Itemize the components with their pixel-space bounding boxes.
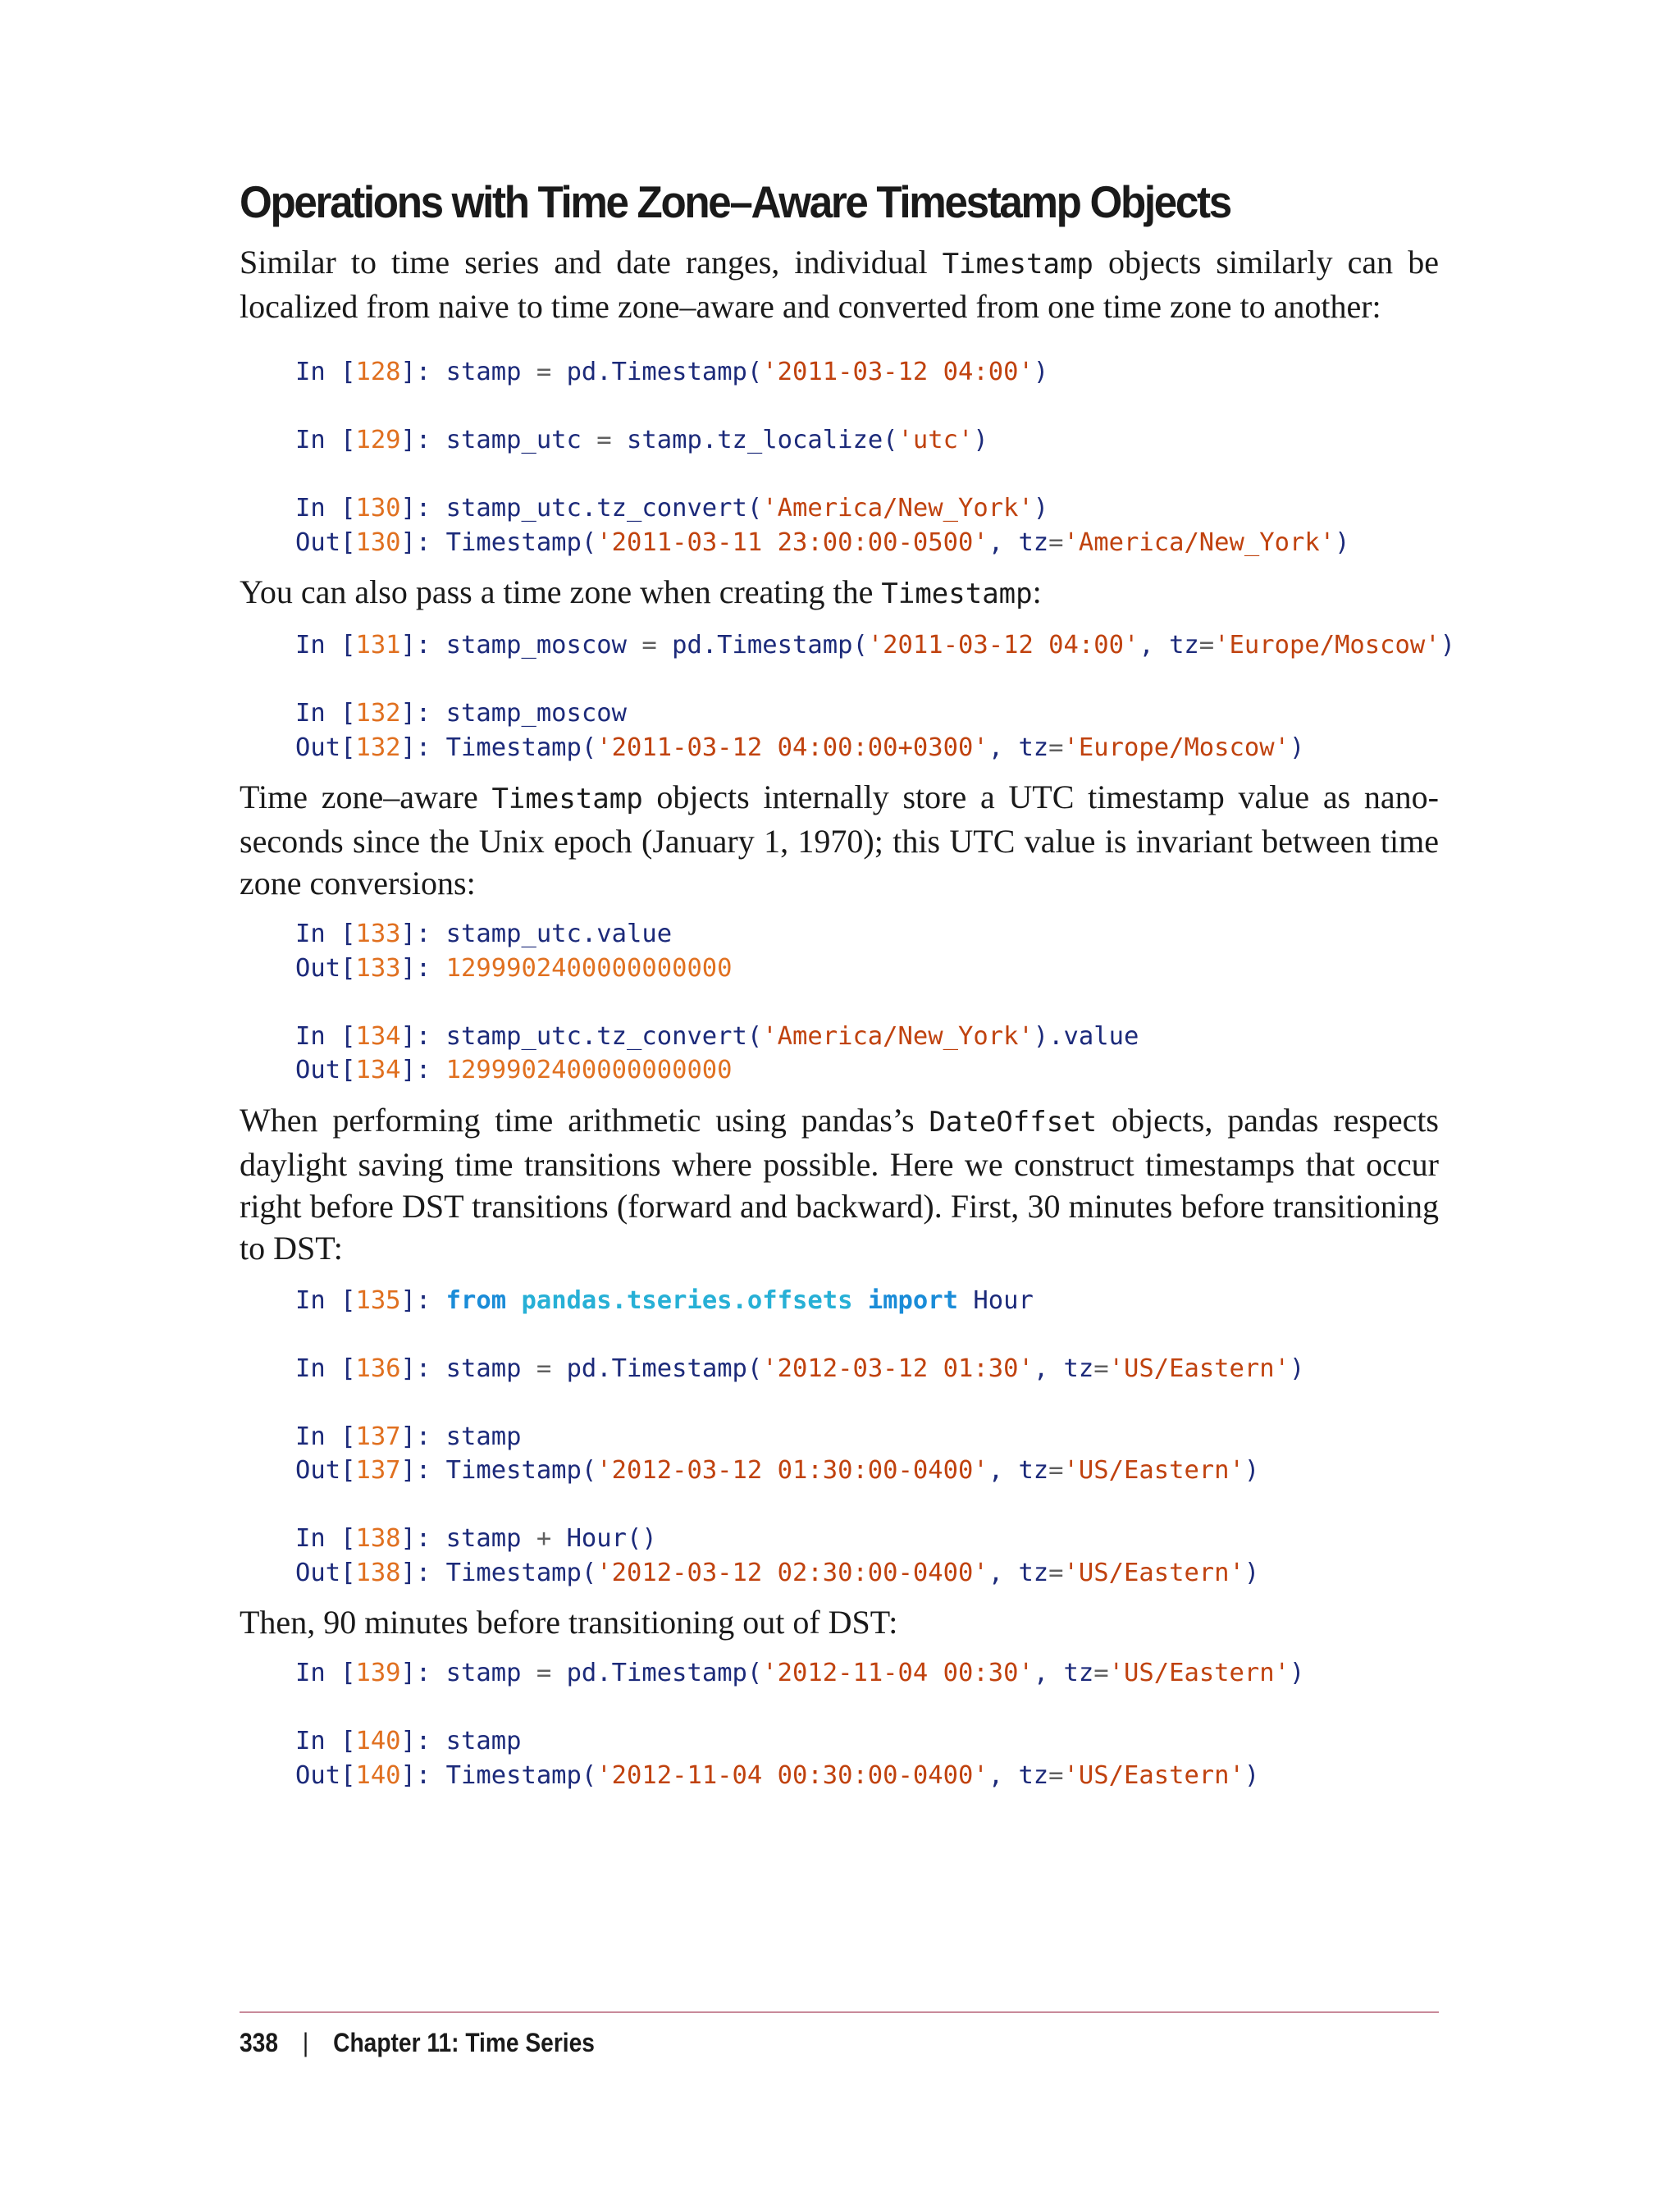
code-token: 'US/Eastern' [1063, 1456, 1244, 1485]
code-line [295, 731, 1439, 765]
code-token: from [445, 1285, 522, 1315]
prompt-close: ]: [400, 733, 446, 762]
inline-code: Timestamp [491, 783, 643, 815]
code-token: '2011-03-12 04:00' [762, 358, 1034, 386]
prompt-close: ]: [400, 1760, 446, 1790]
code-token: , tz [988, 733, 1049, 762]
prompt-label: In [ [295, 1524, 356, 1553]
prompt-close: ]: [400, 527, 446, 557]
code-token: Timestamp( [445, 527, 597, 557]
code-line [295, 1556, 1439, 1591]
code-token: stamp [445, 1524, 536, 1553]
code-token: Timestamp( [445, 1760, 597, 1790]
prompt-close: ]: [400, 1285, 446, 1315]
code-token: ) [1033, 358, 1049, 386]
inline-code: Timestamp [881, 578, 1033, 610]
code-token: pd.Timestamp( [566, 1354, 763, 1383]
code-token: , tz [988, 1558, 1049, 1587]
page-number: 338 [240, 2028, 278, 2057]
prompt-label: In [ [295, 1422, 356, 1451]
code-token: , tz [1139, 631, 1199, 660]
paragraph-text: Then, 90 minutes before transitioning out of DST: [240, 1604, 898, 1641]
code-token: stamp [445, 1659, 536, 1687]
code-token: 'US/Eastern' [1108, 1354, 1290, 1383]
code-token: = [1048, 1558, 1064, 1587]
code-token: = [641, 631, 673, 660]
code-token: 'US/Eastern' [1063, 1558, 1244, 1587]
chapter-title: Chapter 11: Time Series [333, 2028, 595, 2057]
paragraph-text: Similar to time series and date ranges, individual [240, 244, 943, 281]
code-token: 1299902400000000000 [445, 953, 733, 983]
paragraph-text: objects internally store a UTC timestamp value as nanoseconds since the Unix epoch (January 1, 1970); this UTC value is invariant between time zone conversions: [240, 778, 1439, 902]
code-line [295, 1522, 1439, 1556]
prompt-number: 139 [355, 1659, 401, 1687]
code-token: '2011-03-11 23:00:00-0500' [596, 527, 988, 557]
code-token: stamp_utc.tz_convert( [445, 1021, 763, 1051]
code-block-5 [240, 1656, 1439, 1792]
prompt-close: ]: [400, 953, 446, 983]
prompt-number: 140 [355, 1760, 401, 1790]
code-token: stamp_moscow [445, 699, 627, 728]
code-line [295, 491, 1439, 526]
paragraph-text: objects similarly can be localized from naive to time zone–aware and converted from one time zone to another: [240, 244, 1439, 325]
code-line [295, 628, 1455, 663]
code-token: , tz [988, 527, 1049, 557]
code-token: = [536, 1659, 567, 1687]
prompt-label: Out[ [295, 1760, 356, 1790]
prompt-number: 137 [355, 1422, 401, 1451]
code-token: = [596, 426, 628, 454]
code-token: pd.Timestamp( [566, 358, 763, 386]
code-line [295, 1656, 1439, 1691]
prompt-number: 138 [355, 1524, 401, 1553]
code-line [295, 423, 1439, 458]
code-line [295, 1454, 1439, 1488]
inline-code: DateOffset [929, 1105, 1098, 1139]
code-token: ) [973, 426, 988, 454]
prompt-close: ]: [400, 1456, 446, 1485]
prompt-label: In [ [295, 1727, 356, 1755]
code-token: stamp [445, 1727, 522, 1755]
code-token: = [1048, 1456, 1064, 1485]
code-token: stamp [445, 1422, 522, 1451]
code-token: 'America/New_York' [762, 494, 1034, 523]
prompt-number: 137 [355, 1456, 401, 1485]
prompt-label: In [ [295, 1021, 356, 1051]
prompt-label: Out[ [295, 1456, 356, 1485]
code-block-3 [240, 917, 1439, 1088]
code-token: '2011-03-12 04:00:00+0300' [596, 733, 988, 762]
prompt-number: 132 [355, 733, 401, 762]
code-block-1 [240, 355, 1439, 559]
prompt-label: In [ [295, 920, 356, 948]
code-line [295, 952, 1439, 986]
code-token: pd.Timestamp( [672, 631, 868, 660]
code-token: = [1093, 1659, 1109, 1687]
code-blank-line [295, 1386, 1439, 1420]
code-line [295, 1053, 1439, 1088]
footer-separator: | [302, 2028, 309, 2057]
code-token: Timestamp( [445, 1558, 597, 1587]
prompt-number: 132 [355, 699, 401, 728]
code-token: stamp [445, 1354, 536, 1383]
code-token: stamp [445, 358, 536, 386]
prompt-number: 136 [355, 1354, 401, 1383]
prompt-number: 129 [355, 426, 401, 454]
paragraph-text: You can also pass a time zone when creating the [240, 573, 882, 610]
code-token: Timestamp( [445, 1456, 597, 1485]
page-body [240, 172, 1455, 1804]
code-token: = [536, 358, 567, 386]
code-token: Hour [973, 1285, 1034, 1315]
code-token: stamp_utc [445, 426, 597, 454]
footer-text [240, 2028, 1295, 2058]
paragraph-2 [240, 571, 1439, 615]
prompt-close: ]: [400, 920, 446, 948]
prompt-label: In [ [295, 631, 356, 660]
code-blank-line [295, 985, 1439, 1020]
code-token: pd.Timestamp( [566, 1659, 763, 1687]
prompt-close: ]: [400, 631, 446, 660]
code-line [295, 1020, 1439, 1054]
code-token: + [536, 1524, 567, 1553]
paragraph-text: objects, pandas respects daylight saving time transitions where possible. Here we construct timestamps that occur right before DST transitions (forward and backward). First, 30 minutes before transitioning to DST: [240, 1101, 1440, 1267]
code-blank-line [295, 1317, 1439, 1352]
code-token: ) [1290, 1659, 1305, 1687]
code-token: = [1093, 1354, 1109, 1383]
code-token: , tz [988, 1456, 1049, 1485]
code-token: 'utc' [897, 426, 974, 454]
prompt-label: In [ [295, 1285, 356, 1315]
code-token: '2012-03-12 02:30:00-0400' [596, 1558, 988, 1587]
prompt-close: ]: [400, 1659, 446, 1687]
code-token: = [1048, 1760, 1064, 1790]
code-token: Timestamp( [445, 733, 597, 762]
prompt-label: In [ [295, 426, 356, 454]
code-blank-line [295, 1691, 1439, 1725]
prompt-label: In [ [295, 1354, 356, 1383]
code-token: stamp.tz_localize( [627, 426, 898, 454]
paragraph-text: When performing time arithmetic using pandas’s [240, 1101, 929, 1139]
prompt-label: Out[ [295, 1056, 356, 1084]
code-blank-line [295, 458, 1439, 492]
code-token: , tz [1033, 1354, 1094, 1383]
prompt-number: 131 [355, 631, 401, 660]
code-token: ) [1244, 1456, 1260, 1485]
code-line [295, 1284, 1439, 1318]
prompt-close: ]: [400, 1021, 446, 1051]
code-token: , tz [988, 1760, 1049, 1790]
code-token: ) [1290, 1354, 1305, 1383]
code-token: stamp_moscow [445, 631, 642, 660]
code-token: 'America/New_York' [1063, 527, 1335, 557]
paragraph-1 [240, 241, 1439, 327]
prompt-label: Out[ [295, 953, 356, 983]
prompt-number: 133 [355, 920, 401, 948]
code-token: import [867, 1285, 974, 1315]
page-footer [240, 2011, 1439, 2058]
code-token: '2012-11-04 00:30' [762, 1659, 1034, 1687]
prompt-close: ]: [400, 426, 446, 454]
prompt-close: ]: [400, 1524, 446, 1553]
code-block-2 [240, 628, 1455, 765]
prompt-number: 138 [355, 1558, 401, 1587]
inline-code: Timestamp [942, 248, 1093, 281]
prompt-close: ]: [400, 1558, 446, 1587]
code-blank-line [295, 390, 1439, 424]
code-line [295, 526, 1439, 560]
code-token: ) [1244, 1760, 1260, 1790]
prompt-number: 130 [355, 494, 401, 523]
code-token: 'America/New_York' [762, 1021, 1034, 1051]
code-token: Hour() [566, 1524, 657, 1553]
section-title: Operations with Time Zone–Aware Timestamp Objects [240, 176, 1230, 227]
code-token: '2011-03-12 04:00' [867, 631, 1139, 660]
code-token: ).value [1033, 1021, 1139, 1051]
prompt-close: ]: [400, 494, 446, 523]
code-token: pandas.tseries.offsets [521, 1285, 868, 1315]
paragraph-text: Time zone–aware [240, 778, 492, 815]
prompt-label: Out[ [295, 733, 356, 762]
code-line [295, 355, 1439, 390]
code-token: '2012-03-12 01:30:00-0400' [596, 1456, 988, 1485]
code-token: stamp_utc.value [445, 920, 673, 948]
code-line [295, 1420, 1439, 1454]
prompt-close: ]: [400, 1354, 446, 1383]
code-token: ) [1033, 494, 1049, 523]
prompt-label: In [ [295, 358, 356, 386]
prompt-number: 133 [355, 953, 401, 983]
code-token: 'US/Eastern' [1108, 1659, 1290, 1687]
code-token: = [536, 1354, 567, 1383]
code-blank-line [295, 663, 1439, 697]
code-token: ) [1440, 631, 1455, 660]
prompt-number: 134 [355, 1021, 401, 1051]
prompt-label: In [ [295, 494, 356, 523]
prompt-number: 140 [355, 1727, 401, 1755]
code-line [295, 1352, 1439, 1386]
prompt-close: ]: [400, 358, 446, 386]
prompt-close: ]: [400, 1727, 446, 1755]
prompt-close: ]: [400, 699, 446, 728]
footer-rule [240, 2011, 1439, 2013]
code-token: ) [1244, 1558, 1260, 1587]
prompt-number: 135 [355, 1285, 401, 1315]
code-line [295, 1724, 1439, 1759]
paragraph-3 [240, 776, 1439, 904]
prompt-close: ]: [400, 1422, 446, 1451]
code-token: , tz [1033, 1659, 1094, 1687]
code-line [295, 917, 1439, 952]
prompt-label: In [ [295, 1659, 356, 1687]
prompt-label: Out[ [295, 1558, 356, 1587]
code-token: stamp_utc.tz_convert( [445, 494, 763, 523]
prompt-number: 128 [355, 358, 401, 386]
code-token: = [1048, 527, 1064, 557]
prompt-label: In [ [295, 699, 356, 728]
code-token: 1299902400000000000 [445, 1056, 733, 1084]
paragraph-4 [240, 1099, 1439, 1269]
code-block-4 [240, 1284, 1439, 1591]
paragraph-5 [240, 1601, 1439, 1643]
code-line [295, 1759, 1439, 1793]
prompt-number: 130 [355, 527, 401, 557]
code-token: 'Europe/Moscow' [1063, 733, 1290, 762]
code-token: 'US/Eastern' [1063, 1760, 1244, 1790]
code-line [295, 696, 1439, 731]
code-token: = [1198, 631, 1215, 660]
paragraph-text: : [1032, 573, 1042, 610]
code-token: '2012-03-12 01:30' [762, 1354, 1034, 1383]
code-token: '2012-11-04 00:30:00-0400' [596, 1760, 988, 1790]
code-blank-line [295, 1488, 1439, 1522]
code-token: 'Europe/Moscow' [1214, 631, 1440, 660]
code-token: ) [1290, 733, 1305, 762]
prompt-label: Out[ [295, 527, 356, 557]
code-token: = [1048, 733, 1064, 762]
prompt-number: 134 [355, 1056, 401, 1084]
code-token: ) [1335, 527, 1350, 557]
prompt-close: ]: [400, 1056, 446, 1084]
